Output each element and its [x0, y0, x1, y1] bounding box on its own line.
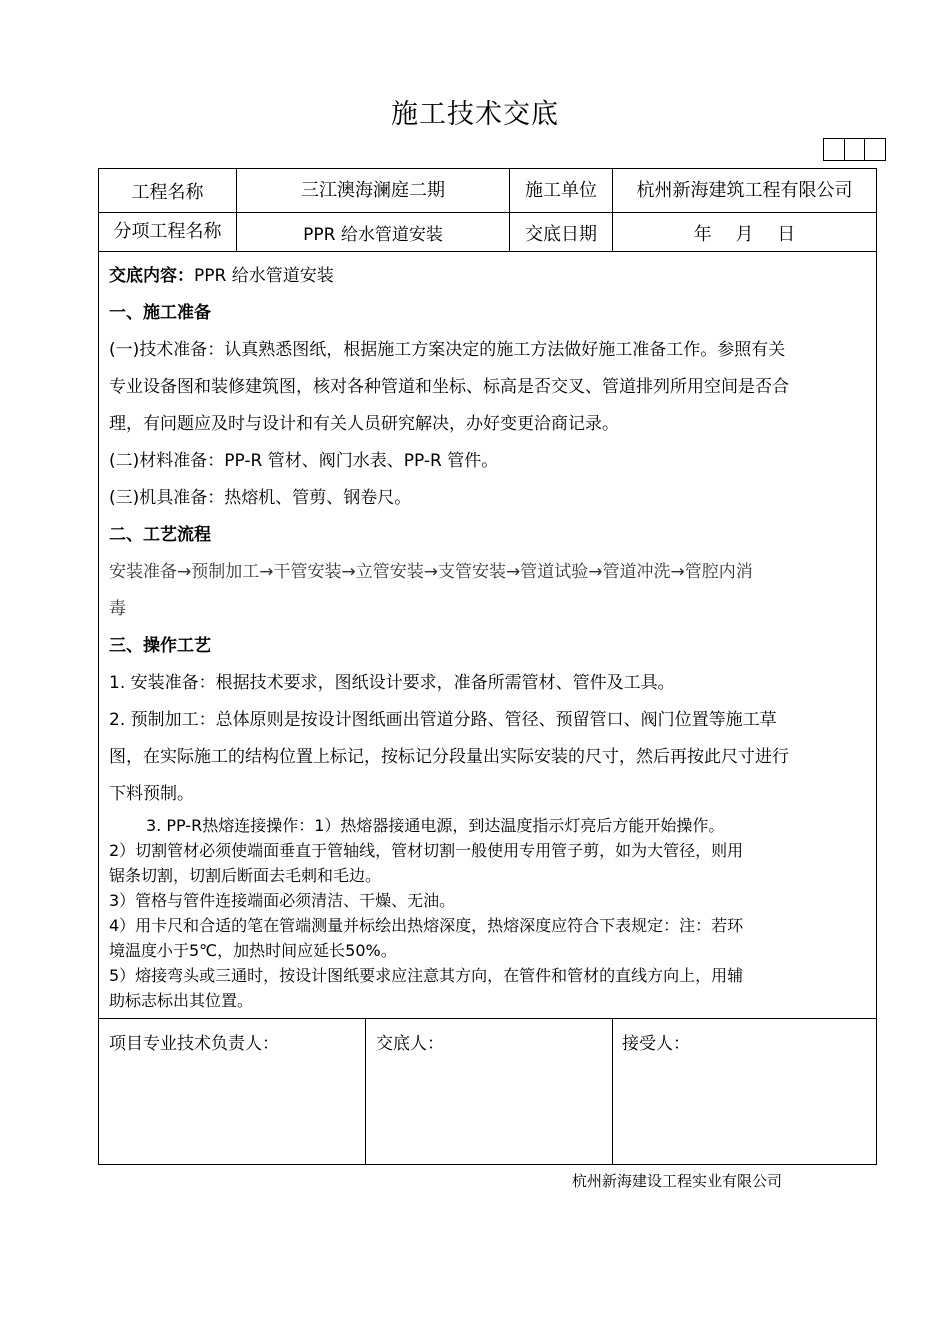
process-flow-line: 安装准备→预制加工→干管安装→立管安装→支管安装→管道试验→管道冲洗→管腔内消 [109, 562, 753, 582]
subproject-value: PPR 给水管道安装 [303, 225, 443, 245]
subject-label: 交底内容： [109, 266, 194, 286]
paragraph-line: 锯条切割，切割后断面去毛刺和毛边。 [109, 866, 382, 885]
subproject-label: 分项工程名称 [113, 221, 222, 242]
disclosure-sheet [98, 168, 877, 1165]
col-divider [365, 1018, 366, 1164]
code-box [865, 139, 885, 160]
content-subject [109, 258, 874, 295]
row-divider [99, 1018, 876, 1019]
paragraph-line: 2. 预制加工：总体原则是按设计图纸画出管道分路、管径、预留管口、阀门位置等施工草 [109, 710, 777, 730]
contractor-label: 施工单位 [525, 180, 597, 201]
paragraph-line: 图，在实际施工的结构位置上标记，按标记分段量出实际安装的尺寸，然后再按此尺寸进行 [109, 747, 789, 767]
process-flow-line: 毒 [109, 599, 126, 619]
code-box [824, 139, 845, 160]
paragraph-line: 3）管格与管件连接端面必须清洁、干燥、无油。 [109, 891, 456, 910]
paragraph-line: (三)机具准备：热熔机、管剪、钢卷尺。 [109, 488, 412, 508]
paragraph-line: 2）切割管材必须使端面垂直于管轴线，管材切割一般使用专用管子剪，如为大管径，则用 [109, 841, 744, 860]
paragraph-line: 下料预制。 [109, 784, 194, 804]
receiver-signature-label: 接受人： [622, 1034, 690, 1054]
discloser-signature-label: 交底人： [376, 1034, 444, 1054]
company-footer: 杭州新海建设工程实业有限公司 [572, 1172, 783, 1190]
tech-lead-signature-label: 项目专业技术负责人： [109, 1034, 279, 1054]
disclosure-content [109, 258, 874, 1013]
contractor-value: 杭州新海建筑工程有限公司 [636, 180, 853, 201]
section-heading: 三、操作工艺 [109, 636, 211, 656]
date-value: 年 月 日 [693, 224, 796, 245]
paragraph-line: 4）用卡尺和合适的笔在管端测量并标绘出热熔深度，热熔深度应符合下表规定：注：若环 [109, 916, 744, 935]
paragraph-line: 专业设备图和装修建筑图，核对各种管道和坐标、标高是否交叉、管道排列所用空间是否合 [109, 377, 789, 397]
paragraph-line: 5）熔接弯头或三通时，按设计图纸要求应注意其方向，在管件和管材的直线方向上，用辅 [109, 966, 744, 985]
paragraph-line: (二)材料准备：PP-R 管材、阀门水表、PP-R 管件。 [109, 451, 499, 471]
document-code-boxes [823, 138, 886, 161]
paragraph-line: 助标志标出其位置。 [109, 991, 254, 1010]
date-label: 交底日期 [525, 224, 597, 245]
section-heading: 一、施工准备 [109, 303, 211, 323]
paragraph-line: (一)技术准备：认真熟悉图纸，根据施工方案决定的施工方法做好施工准备工作。参照有关 [109, 340, 786, 360]
col-divider [612, 1018, 613, 1164]
project-name-label: 工程名称 [131, 182, 204, 203]
section-heading: 二、工艺流程 [109, 525, 211, 545]
paragraph-line: 境温度小于5℃，加热时间应延长50%。 [109, 941, 397, 960]
paragraph-line: 理，有问题应及时与设计和有关人员研究解决，办好变更洽商记录。 [109, 414, 619, 434]
subject-value: PPR 给水管道安装 [194, 266, 334, 286]
paragraph-line: 1. 安装准备：根据技术要求，图纸设计要求，准备所需管材、管件及工具。 [109, 673, 675, 693]
document-title: 施工技术交底 [391, 99, 559, 130]
paragraph-line: 3. PP-R热熔连接操作：1）热熔器接通电源，到达温度指示灯亮后方能开始操作。 [146, 816, 725, 835]
code-box [845, 139, 866, 160]
project-name-value: 三江澳海澜庭二期 [301, 180, 445, 201]
